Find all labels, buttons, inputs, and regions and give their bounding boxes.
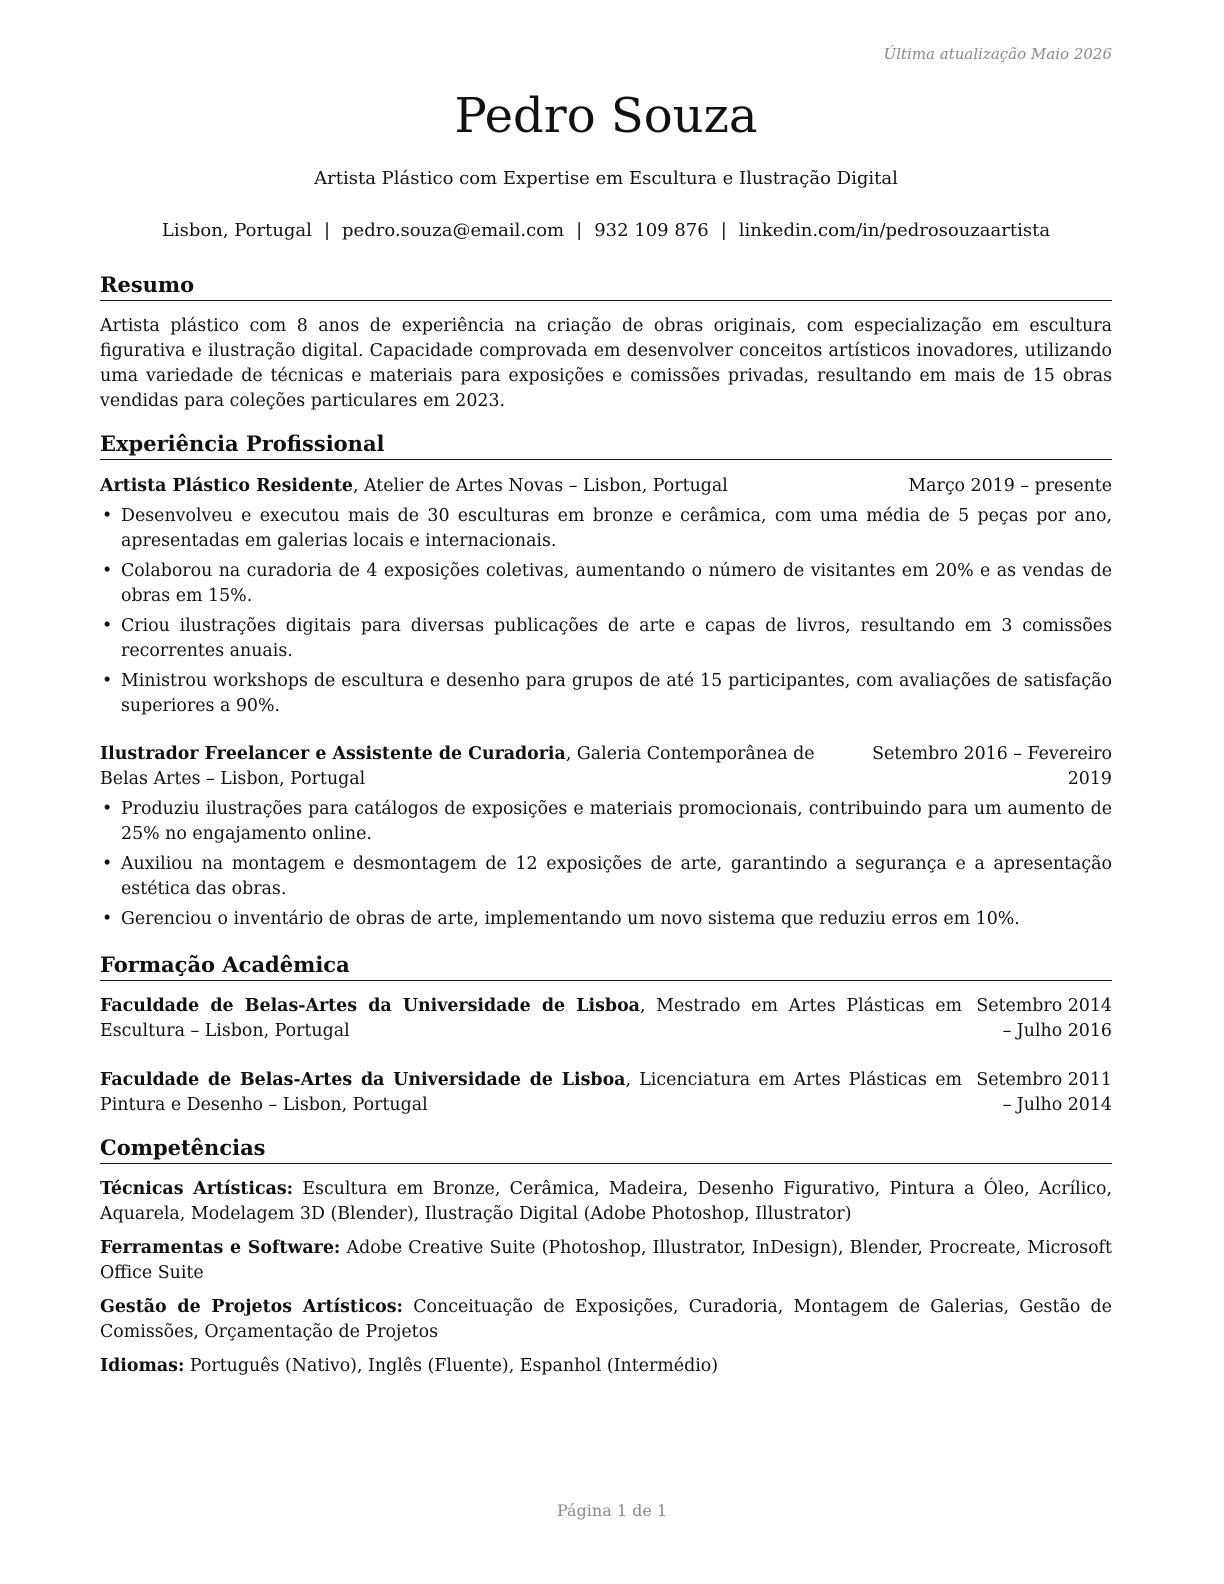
- bullet-text: Ministrou workshops de escultura e desenho para grupos de até 15 participantes, com avaliações de satisfação superiores a 90%.: [121, 671, 1112, 716]
- section-title-summary: Resumo: [100, 271, 1112, 301]
- job-header: [100, 742, 1112, 792]
- skill-label: Gestão de Projetos Artísticos:: [100, 1297, 403, 1317]
- education-title-line: [100, 994, 962, 1044]
- bullet-text: Criou ilustrações digitais para diversas publicações de arte e capas de livros, resultando em 3 comissões recorrentes anuais.: [121, 616, 1112, 661]
- skill-label: Ferramentas e Software:: [100, 1238, 341, 1258]
- job-role: Artista Plástico Residente: [100, 476, 353, 496]
- bullet-text: Desenvolveu e executou mais de 30 esculturas em bronze e cerâmica, com uma média de 5 peças por ano, apresentadas em galerias locais e internacionais.: [121, 506, 1112, 551]
- bullet-icon: •: [102, 799, 113, 819]
- job-org: , Galeria Contemporânea de Belas Artes – Lisbon, Portugal: [100, 744, 815, 789]
- education-dates: Setembro 2014 – Julho 2016: [976, 996, 1112, 1041]
- skill-label: Técnicas Artísticas:: [100, 1179, 294, 1199]
- candidate-name: Pedro Souza: [454, 88, 758, 144]
- contact-separator: |: [323, 220, 331, 241]
- list-item: [100, 797, 1112, 847]
- job-header: [100, 474, 1112, 499]
- last-updated-note: Última atualização Maio 2026: [883, 45, 1112, 63]
- skill-row: [100, 1295, 1112, 1345]
- contact-separator: |: [720, 220, 727, 241]
- job-title-line: [100, 474, 728, 499]
- education-school: Faculdade de Belas-Artes da Universidade de Lisboa: [100, 1070, 626, 1090]
- skill-text: Português (Nativo), Inglês (Fluente), Espanhol (Intermédio): [184, 1356, 719, 1376]
- list-item: [100, 504, 1112, 554]
- job-bullets: [100, 504, 1112, 724]
- contact-phone: 932 109 876: [594, 220, 709, 241]
- list-item: [100, 907, 1112, 932]
- education-title-line: [100, 1068, 962, 1118]
- contact-location: Lisbon, Portugal: [161, 220, 312, 241]
- education-school: Faculdade de Belas-Artes da Universidade de Lisboa: [100, 996, 640, 1016]
- contact-email[interactable]: pedro.souza@email.com: [342, 220, 565, 241]
- bullet-icon: •: [102, 671, 113, 691]
- contact-line: [100, 219, 1112, 243]
- bullet-icon: •: [102, 616, 113, 636]
- bullet-icon: •: [102, 854, 113, 874]
- section-title-education: Formação Acadêmica: [100, 951, 1112, 981]
- job-bullets: [100, 797, 1112, 937]
- skill-row: [100, 1354, 1112, 1379]
- education-dates: Setembro 2011 – Julho 2014: [976, 1070, 1112, 1115]
- skill-text: Escultura em Bronze, Cerâmica, Madeira, Desenho Figurativo, Pintura a Óleo, Acrílico, Aquarela, Modelagem 3D (Blender), Ilustração Digital (Adobe Photoshop, Illustrator): [100, 1179, 1112, 1224]
- list-item: [100, 614, 1112, 664]
- education-entry: [100, 1068, 1112, 1118]
- job-role: Ilustrador Freelancer e Assistente de Curadoria: [100, 744, 566, 764]
- skill-row: [100, 1177, 1112, 1227]
- candidate-headline: Artista Plástico com Expertise em Escultura e Ilustração Digital: [314, 168, 898, 189]
- bullet-icon: •: [102, 909, 113, 929]
- skill-text: Conceituação de Exposições, Curadoria, Montagem de Galerias, Gestão de Comissões, Orçamentação de Projetos: [100, 1297, 1112, 1342]
- bullet-text: Gerenciou o inventário de obras de arte, implementando um novo sistema que reduziu erros em 10%.: [121, 909, 1020, 929]
- summary-text: Artista plástico com 8 anos de experiência na criação de obras originais, com especialização em escultura figurativa e ilustração digital. Capacidade comprovada em desenvolver conceitos artísticos inovadores, utilizando uma variedade de técnicas e materiais para exposições e comissões privadas, resultando em mais de 15 obras vendidas para coleções particulares em 2023.: [100, 316, 1112, 411]
- education-degree: , Licenciatura em Artes Plásticas em Pintura e Desenho – Lisbon, Portugal: [100, 1070, 962, 1115]
- skill-label: Idiomas:: [100, 1356, 185, 1376]
- job-title-line: [100, 742, 860, 792]
- job-dates: Março 2019 – presente: [908, 476, 1112, 496]
- list-item: [100, 852, 1112, 902]
- education-entry: [100, 994, 1112, 1044]
- bullet-text: Auxiliou na montagem e desmontagem de 12 exposições de arte, garantindo a segurança e a apresentação estética das obras.: [121, 854, 1112, 899]
- skill-text: Adobe Creative Suite (Photoshop, Illustrator, InDesign), Blender, Procreate, Microsoft Office Suite: [100, 1238, 1112, 1283]
- contact-separator: |: [576, 220, 583, 241]
- skill-row: [100, 1236, 1112, 1286]
- list-item: [100, 669, 1112, 719]
- resume-page: [100, 0, 1112, 1584]
- contact-linkedin[interactable]: linkedin.com/in/pedrosouzaartista: [738, 220, 1051, 241]
- bullet-icon: •: [102, 561, 113, 581]
- section-title-experience: Experiência Profissional: [100, 430, 1112, 460]
- job-dates: Setembro 2016 – Fevereiro 2019: [872, 744, 1112, 789]
- section-title-skills: Competências: [100, 1134, 1112, 1164]
- job-org: , Atelier de Artes Novas – Lisbon, Portugal: [352, 476, 728, 496]
- list-item: [100, 559, 1112, 609]
- page-number: Página 1 de 1: [556, 1501, 668, 1520]
- education-degree: , Mestrado em Artes Plásticas em Escultura – Lisbon, Portugal: [100, 996, 962, 1041]
- bullet-icon: •: [102, 506, 113, 526]
- bullet-text: Colaborou na curadoria de 4 exposições coletivas, aumentando o número de visitantes em 20% e as vendas de obras em 15%.: [121, 561, 1112, 606]
- bullet-text: Produziu ilustrações para catálogos de exposições e materiais promocionais, contribuindo para um aumento de 25% no engajamento online.: [121, 799, 1112, 844]
